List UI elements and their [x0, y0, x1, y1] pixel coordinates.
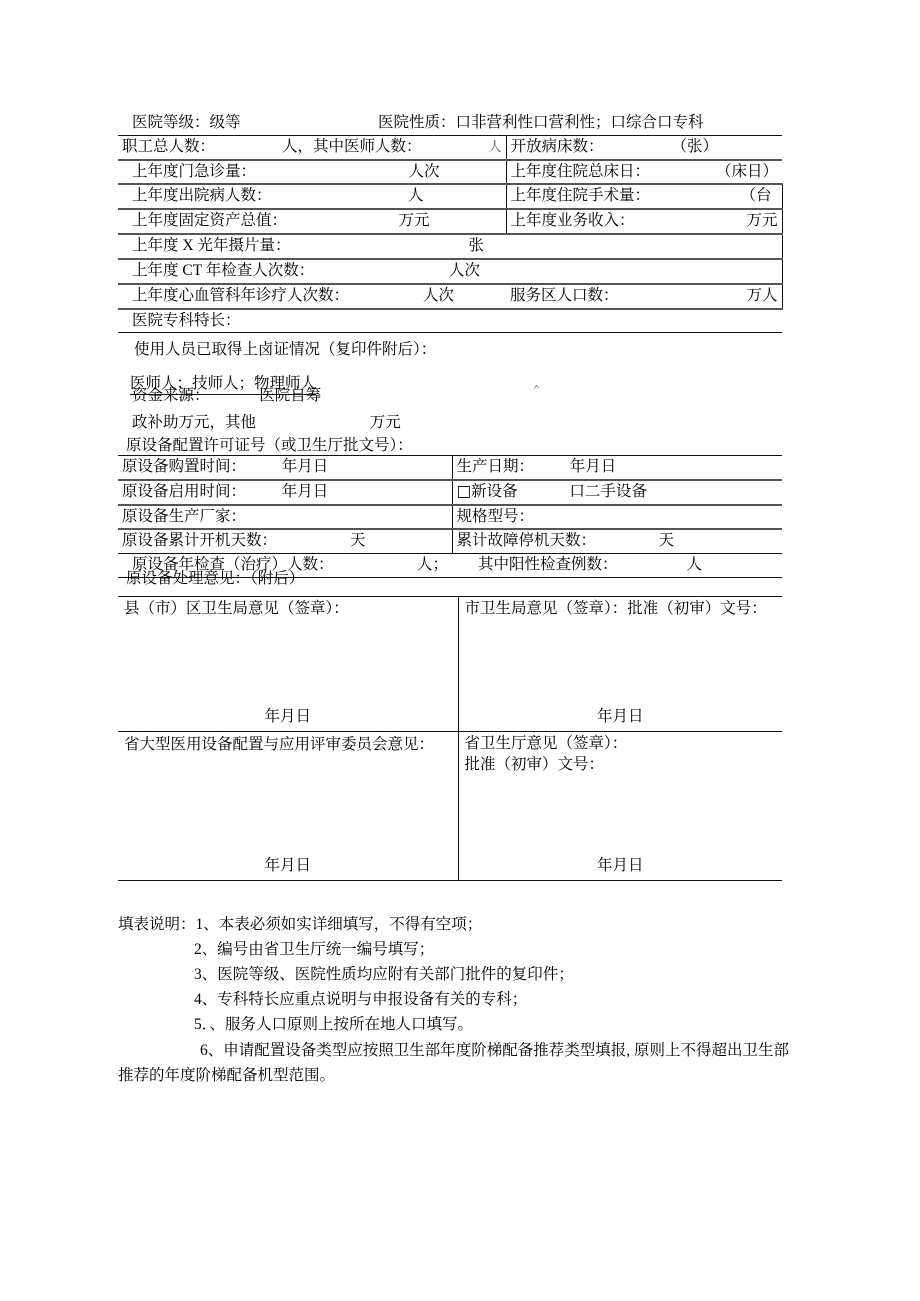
downtime-days-unit: 天 [658, 532, 674, 550]
cardiovascular-visits-unit: 人次 [422, 286, 454, 304]
used-equipment-checkbox[interactable]: 口二手设备 [569, 481, 647, 500]
ct-exams-blank-cell [506, 259, 782, 284]
county-approval-cell[interactable] [118, 597, 458, 732]
service-population-cell [506, 284, 782, 309]
annual-exams-label: 原设备年检查（治疗）人数： [132, 556, 334, 574]
service-population-label: 服务区人口数： [510, 286, 619, 304]
table-row [118, 112, 782, 135]
hospital-grade-label: 医院等级： [132, 114, 210, 131]
funding-source-row [132, 387, 321, 405]
province-bureau-heading-2: 批准（初审）文号： [464, 755, 605, 773]
note-line [118, 912, 790, 937]
outpatient-volume-cell [118, 160, 506, 185]
cardiovascular-visits-label: 上年度心血管科年诊疗人次数： [132, 286, 350, 304]
note-item-6: 6、申请配置设备类型应按照卫生部年度阶梯配备推荐类型填报, 原则上不得超出卫生部推荐的年度阶梯配备机型范围。 [118, 1041, 790, 1084]
inpatient-beddays-label: 上年度住院总床日： [510, 162, 651, 180]
province-committee-heading: 省大型医用设备配置与应用评审委员会意见： [124, 736, 435, 753]
table-row [118, 529, 782, 553]
note-item-1: 1、本表必须如实详细填写，不得有空项； [195, 916, 483, 933]
county-approval-date: 年月日 [264, 708, 311, 726]
hospital-nature-label: 医院性质： [378, 114, 456, 131]
cardiovascular-visits-cell [118, 284, 458, 309]
open-beds-unit: （张） [671, 137, 718, 155]
downtime-days-label: 累计故障停机天数： [456, 532, 597, 550]
service-population-gap [458, 284, 506, 309]
inpatient-surgery-label: 上年度住院手术量： [510, 187, 651, 205]
staff-count-unit: 人，其中医师人数： [282, 137, 422, 155]
table-row [118, 160, 782, 185]
note-item-4: 4、专科特长应重点说明与申报设备有关的专科； [194, 991, 528, 1009]
city-approval-date: 年月日 [596, 708, 644, 726]
subsidy-label: 政补助万元，其他 [132, 414, 257, 431]
note-line [118, 937, 790, 962]
province-committee-cell[interactable] [118, 732, 458, 881]
start-date-cell [118, 480, 452, 505]
service-population-unit: 万人 [746, 286, 778, 304]
staff-qualification-line: 医师人；技师人；物理师人 [130, 375, 316, 395]
doctor-count-unit: 人 [488, 138, 502, 154]
inpatient-surgery-unit: （台 [740, 187, 772, 205]
fixed-assets-cell [118, 209, 506, 234]
county-approval-heading: 县（市）区卫生局意见（签章）： [124, 600, 349, 617]
qualification-line: 使用人员已取得上卤证情况（复印件附后）： [134, 341, 437, 358]
discharged-patients-label: 上年度出院病人数： [132, 187, 272, 205]
xray-films-label: 上年度 X 光年摄片量： [132, 237, 291, 255]
inpatient-beddays-unit: （床日） [715, 162, 778, 180]
outpatient-volume-label: 上年度门急诊量： [132, 162, 257, 180]
xray-films-blank-cell [506, 234, 782, 259]
annual-exams-unit: 人； [416, 556, 448, 574]
note-item-5: 5．、服务人口原则上按所在地人口填写。 [194, 1016, 474, 1034]
outpatient-volume-unit: 人次 [408, 162, 440, 180]
model-spec-label: 规格型号： [456, 507, 535, 525]
table-row [118, 480, 782, 505]
fixed-assets-label: 上年度固定资产总值： [132, 212, 288, 230]
new-equipment-checkbox[interactable]: □新设备 [456, 481, 518, 500]
production-date-value: 年月日 [569, 458, 617, 475]
hospital-info-table [118, 112, 783, 333]
uptime-days-cell [118, 529, 452, 553]
table-row [118, 259, 782, 284]
positive-cases-label: 其中阳性检查例数： [478, 556, 618, 574]
table-row [118, 456, 782, 480]
uptime-days-unit: 天 [349, 532, 366, 550]
downtime-days-cell [452, 529, 782, 553]
open-beds-label: 开放病床数： [510, 137, 604, 155]
funding-source-value: 医院自筹 [259, 387, 322, 404]
province-committee-date: 年月日 [264, 857, 311, 875]
start-date-value: 年月日 [281, 482, 329, 500]
specialty-strength-label: 医院专科特长： [132, 311, 241, 329]
discharged-patients-unit: 人 [407, 187, 424, 205]
fixed-assets-unit: 万元 [398, 212, 430, 230]
approval-table [118, 596, 782, 881]
form-notes [118, 912, 790, 1088]
province-bureau-date: 年月日 [596, 857, 644, 875]
positive-cases-unit: 人 [686, 556, 702, 574]
business-income-label: 上年度业务收入： [510, 212, 635, 230]
xray-films-unit: 张 [468, 237, 484, 255]
funding-source-label: 资金来源： [132, 387, 210, 404]
purchase-date-label: 原设备购置时间： [122, 458, 247, 475]
note-item-2: 2、编号由省卫生厅统一编号填写； [194, 941, 435, 959]
ct-exams-cell [118, 259, 506, 284]
disposal-opinion-line: 原设备处理意见：（附后） [126, 570, 305, 587]
note-line [118, 962, 790, 987]
staff-count-label: 职工总人数： [122, 137, 216, 155]
ct-exams-label: 上年度 CT 年检查人次数： [132, 261, 315, 279]
subsidy-row [132, 414, 401, 432]
inpatient-beddays-cell [506, 160, 782, 185]
manufacturer-label: 原设备生产厂家： [122, 507, 247, 525]
table-row [118, 284, 782, 309]
manufacturer-cell [118, 505, 452, 530]
table-row [118, 209, 782, 234]
hospital-nature-options[interactable]: 口非营利性口营利性；口综合口专科 [455, 113, 704, 131]
staff-count-cell [118, 135, 506, 159]
hospital-grade-value: 级等 [209, 114, 241, 131]
caret-artifact: ＾ [531, 382, 542, 394]
note-line [118, 1038, 790, 1088]
xray-films-cell [118, 234, 506, 259]
business-income-unit: 万元 [746, 212, 778, 230]
open-beds-cell [506, 135, 782, 159]
province-bureau-heading-1: 省卫生厅意见（签章）： [464, 735, 628, 752]
table-row [118, 732, 782, 881]
table-row [118, 597, 782, 732]
hospital-nature-cell [378, 112, 782, 135]
production-date-cell [452, 456, 782, 480]
table-row [118, 505, 782, 530]
permit-number-line: 原设备配置许可证号（或卫生厅批文号）： [126, 437, 413, 454]
purchase-date-value: 年月日 [281, 458, 329, 475]
specialty-strength-cell [118, 309, 782, 333]
note-item-3: 3、医院等级、医院性质均应附有关部门批件的复印件； [194, 966, 574, 984]
city-approval-heading: 市卫生局意见（签章）：批准（初审）文号： [464, 600, 767, 617]
positive-cases-cell [452, 554, 782, 578]
business-income-cell [506, 209, 782, 234]
table-row [118, 135, 782, 159]
table-row [118, 309, 782, 333]
table-row [118, 184, 782, 209]
note-line [118, 1012, 790, 1037]
table-row [118, 234, 782, 259]
ct-exams-unit: 人次 [448, 261, 480, 279]
old-equipment-table [118, 455, 782, 578]
notes-prefix: 填表说明： [118, 916, 196, 933]
start-date-label: 原设备启用时间： [122, 482, 247, 500]
equipment-condition-cell [452, 480, 782, 505]
uptime-days-label: 原设备累计开机天数： [122, 532, 278, 550]
discharged-patients-cell [118, 184, 506, 209]
note-line [118, 987, 790, 1012]
model-spec-cell [452, 505, 782, 530]
production-date-label: 生产日期： [456, 458, 535, 475]
purchase-date-cell [118, 456, 452, 480]
city-approval-cell[interactable] [458, 597, 782, 732]
inpatient-surgery-cell [506, 184, 782, 209]
province-bureau-cell[interactable] [458, 732, 782, 881]
subsidy-unit: 万元 [369, 414, 401, 431]
